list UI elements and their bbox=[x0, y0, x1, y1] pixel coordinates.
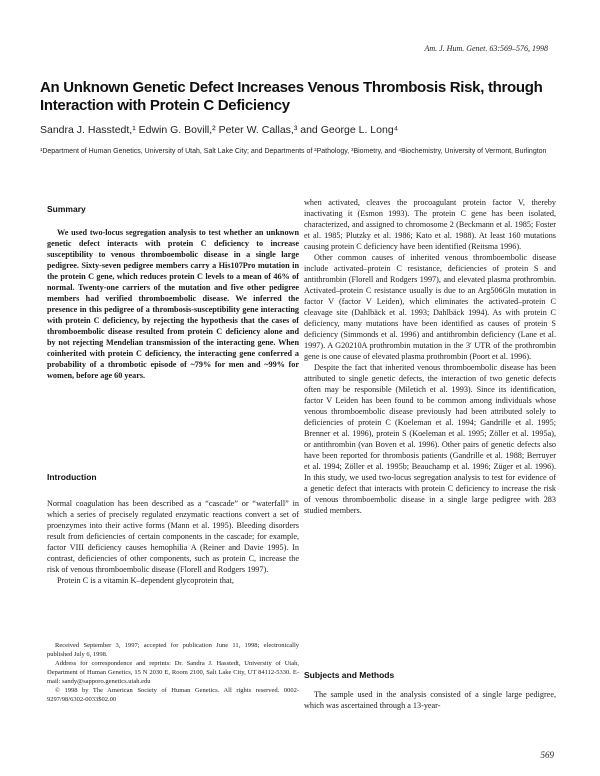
body-paragraph: Despite the fact that inherited venous thromboembolic disease has been attributed to single genetic defects, the interaction of two genetic defects often may be responsible (Miletich et al. 1993). Since its identification, factor V Leiden has been found to be common among individuals whose venous thromboembolic disease previously had been attributed solely to deficiencies of protein C (Koeleman et al. 1994; Gandrille et al. 1995; Brenner et al. 1996), protein S (Koeleman et al. 1995; Zöller et al. 1995a), or antithrombin (van Boven et al. 1996). Other pairs of genetic defects also have been reported for thrombosis patients (Gandrille et al. 1988; Berruyer et al. 1994; Zöller et al. 1995b; Beauchamp et al. 1996; Züger et al. 1996). In this study, we used two-locus segregation analysis to test for evidence of a genetic defect that interacts with protein C deficiency to increase the risk of venous thromboembolic disease in a single large pedigree with 283 studied members. bbox=[304, 363, 556, 515]
author-list: Sandra J. Hasstedt,¹ Edwin G. Bovill,² Peter W. Callas,³ and George L. Long⁴ bbox=[40, 124, 399, 136]
methods-text bbox=[304, 689, 556, 711]
received-note: Received September 3, 1997; accepted for publication June 11, 1998; electronically published July 6, 1998. bbox=[47, 642, 299, 658]
author-affiliations: ¹Department of Human Genetics, University of Utah, Salt Lake City; and Departments of ²Pathology, ³Biometry, and ⁴Biochemistry, University of Vermont, Burlington bbox=[40, 148, 547, 155]
body-paragraph: Protein C is a vitamin K–dependent glycoprotein that, bbox=[57, 576, 234, 585]
summary-heading: Summary bbox=[47, 204, 86, 214]
summary-paragraph: We used two-locus segregation analysis to test whether an unknown genetic defect interacts with protein C deficiency to increase susceptibility to venous thromboembolic disease in a single large pedigree. Sixty-seven pedigree members carry a His107Pro mutation in the protein C gene, which reduces protein C levels to a mean of 46% of normal. Twenty-one carriers of the mutation and five other pedigree members had verified thromboembolic disease. We inferred the presence in this pedigree of a thrombosis-susceptibility gene interacting with protein C deficiency, by rejecting the hypothesis that the cases of thromboembolic disease resulted from protein C deficiency alone and by not rejecting Mendelian transmission of the interacting gene. When coinherited with protein C deficiency, the interacting gene conferred a probability of a thrombotic episode of ~79% for men and ~99% for women, before age 60 years. bbox=[47, 228, 299, 380]
introduction-heading: Introduction bbox=[47, 472, 97, 482]
body-paragraph: when activated, cleaves the procoagulant protein factor V, thereby inactivating it (Esmon 1993). The protein C gene has been isolated, characterized, and assigned to chromosome 2 (Beckmann et al. 1985; Foster et al. 1985; Plutzky et al. 1986; Kato et al. 1988). At least 160 mutations causing protein C deficiency have been identified (Reitsma 1996). bbox=[304, 198, 556, 251]
right-column-text bbox=[304, 197, 556, 516]
correspondence-note: Address for correspondence and reprints: Dr. Sandra J. Hasstedt, University of Utah, Department of Human Genetics, 15 N 2030 E, Room 2100, Salt Lake City, UT 84112-5330. E-mail: sandy@sapporo.genetics.utah.edu bbox=[47, 660, 299, 685]
introduction-text bbox=[47, 498, 299, 586]
journal-citation: Am. J. Hum. Genet. 63:569–576, 1998 bbox=[424, 44, 548, 53]
body-paragraph: Normal coagulation has been described as a “cascade” or “waterfall” in which a series of precisely regulated enzymatic reactions convert a set of proenzymes into their active forms (Mann et al. 1995). Bleeding disorders result from deficiencies of certain components in the cascade; for example, factor VIII deficiency causes hemophilia A (Reiner and Davie 1995). In contrast, deficiencies of other components, such as protein C, increase the risk of venous thromboembolic disease (Florell and Rodgers 1997). bbox=[47, 499, 299, 574]
footnotes bbox=[47, 641, 299, 704]
body-paragraph: The sample used in the analysis consisted of a single large pedigree, which was ascertained through a 13-year- bbox=[304, 690, 556, 710]
article-title: An Unknown Genetic Defect Increases Venous Thrombosis Risk, through Interaction with Protein C Deficiency bbox=[40, 79, 543, 114]
copyright-note: © 1998 by The American Society of Human Genetics. All rights reserved. 0002-9297/98/6302-0033$02.00 bbox=[47, 687, 299, 703]
body-paragraph: Other common causes of inherited venous thromboembolic disease include activated–protein C resistance, deficiencies of protein S and antithrombin (Florell and Rodgers 1997), and elevated plasma prothrombin. Activated–protein C resistance usually is due to an Arg506Gln mutation in factor V (factor V Leiden), which eliminates the activated–protein C cleavage site (Dahlbäck et al. 1993; Dahlbäck 1994). As with protein C deficiency, many mutations have been identified as causes of protein S deficiency (Simmonds et al. 1996) and antithrombin deficiency (Lane et al. 1997). A G20210A prothrombin mutation in the 3′ UTR of the prothrombin gene is one cause of elevated plasma prothrombin (Poort et al. 1996). bbox=[304, 253, 556, 361]
page-number: 569 bbox=[540, 750, 554, 760]
summary-text bbox=[47, 227, 299, 381]
methods-heading: Subjects and Methods bbox=[304, 670, 395, 680]
